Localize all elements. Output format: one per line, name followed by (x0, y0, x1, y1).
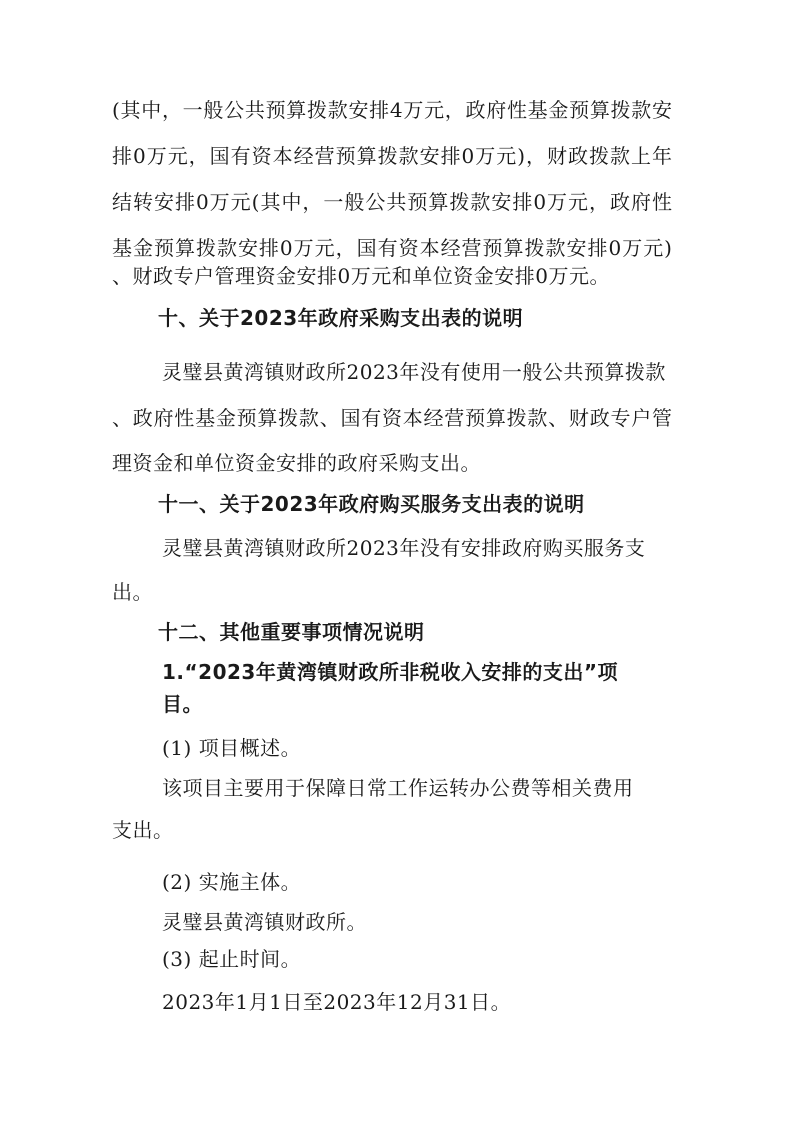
item-title: 1.“2023年黄湾镇财政所非税收入安排的支出”项 (162, 660, 618, 684)
paragraph-line: 理资金和单位资金安排的政府采购支出。 (112, 451, 481, 475)
section-heading: 十一、关于2023年政府购买服务支出表的说明 (158, 492, 585, 516)
paragraph-line: 2023年1月1日至2023年12月31日。 (162, 990, 512, 1014)
subitem-label: (3) 起止时间。 (162, 947, 302, 971)
subitem-label: (2) 实施主体。 (162, 870, 302, 894)
paragraph-line: 该项目主要用于保障日常工作运转办公费等相关费用 (162, 776, 634, 800)
paragraph-line: 结转安排0万元(其中，一般公共预算拨款安排0万元，政府性 (112, 190, 672, 214)
paragraph-line: 灵璧县黄湾镇财政所。 (162, 910, 367, 934)
paragraph-line: 支出。 (112, 818, 174, 842)
section-heading: 十、关于2023年政府采购支出表的说明 (158, 306, 524, 330)
paragraph-line: 灵璧县黄湾镇财政所2023年没有使用一般公共预算拨款 (162, 360, 666, 384)
paragraph-line: 基金预算拨款安排0万元，国有资本经营预算拨款安排0万元) (112, 236, 672, 260)
paragraph-line: 、政府性基金预算拨款、国有资本经营预算拨款、财政专户管 (112, 406, 672, 430)
paragraph-line: 、财政专户管理资金安排0万元和单位资金安排0万元。 (112, 264, 610, 288)
paragraph-line: 灵璧县黄湾镇财政所2023年没有安排政府购买服务支 (162, 536, 646, 560)
paragraph-line: 排0万元，国有资本经营预算拨款安排0万元)，财政拨款上年 (112, 144, 672, 168)
paragraph-line: 出。 (112, 580, 153, 604)
subitem-label: (1) 项目概述。 (162, 736, 302, 760)
section-heading: 十二、其他重要事项情况说明 (158, 620, 425, 644)
item-title: 目。 (162, 692, 203, 716)
paragraph-line: (其中，一般公共预算拨款安排4万元，政府性基金预算拨款安 (112, 98, 672, 122)
